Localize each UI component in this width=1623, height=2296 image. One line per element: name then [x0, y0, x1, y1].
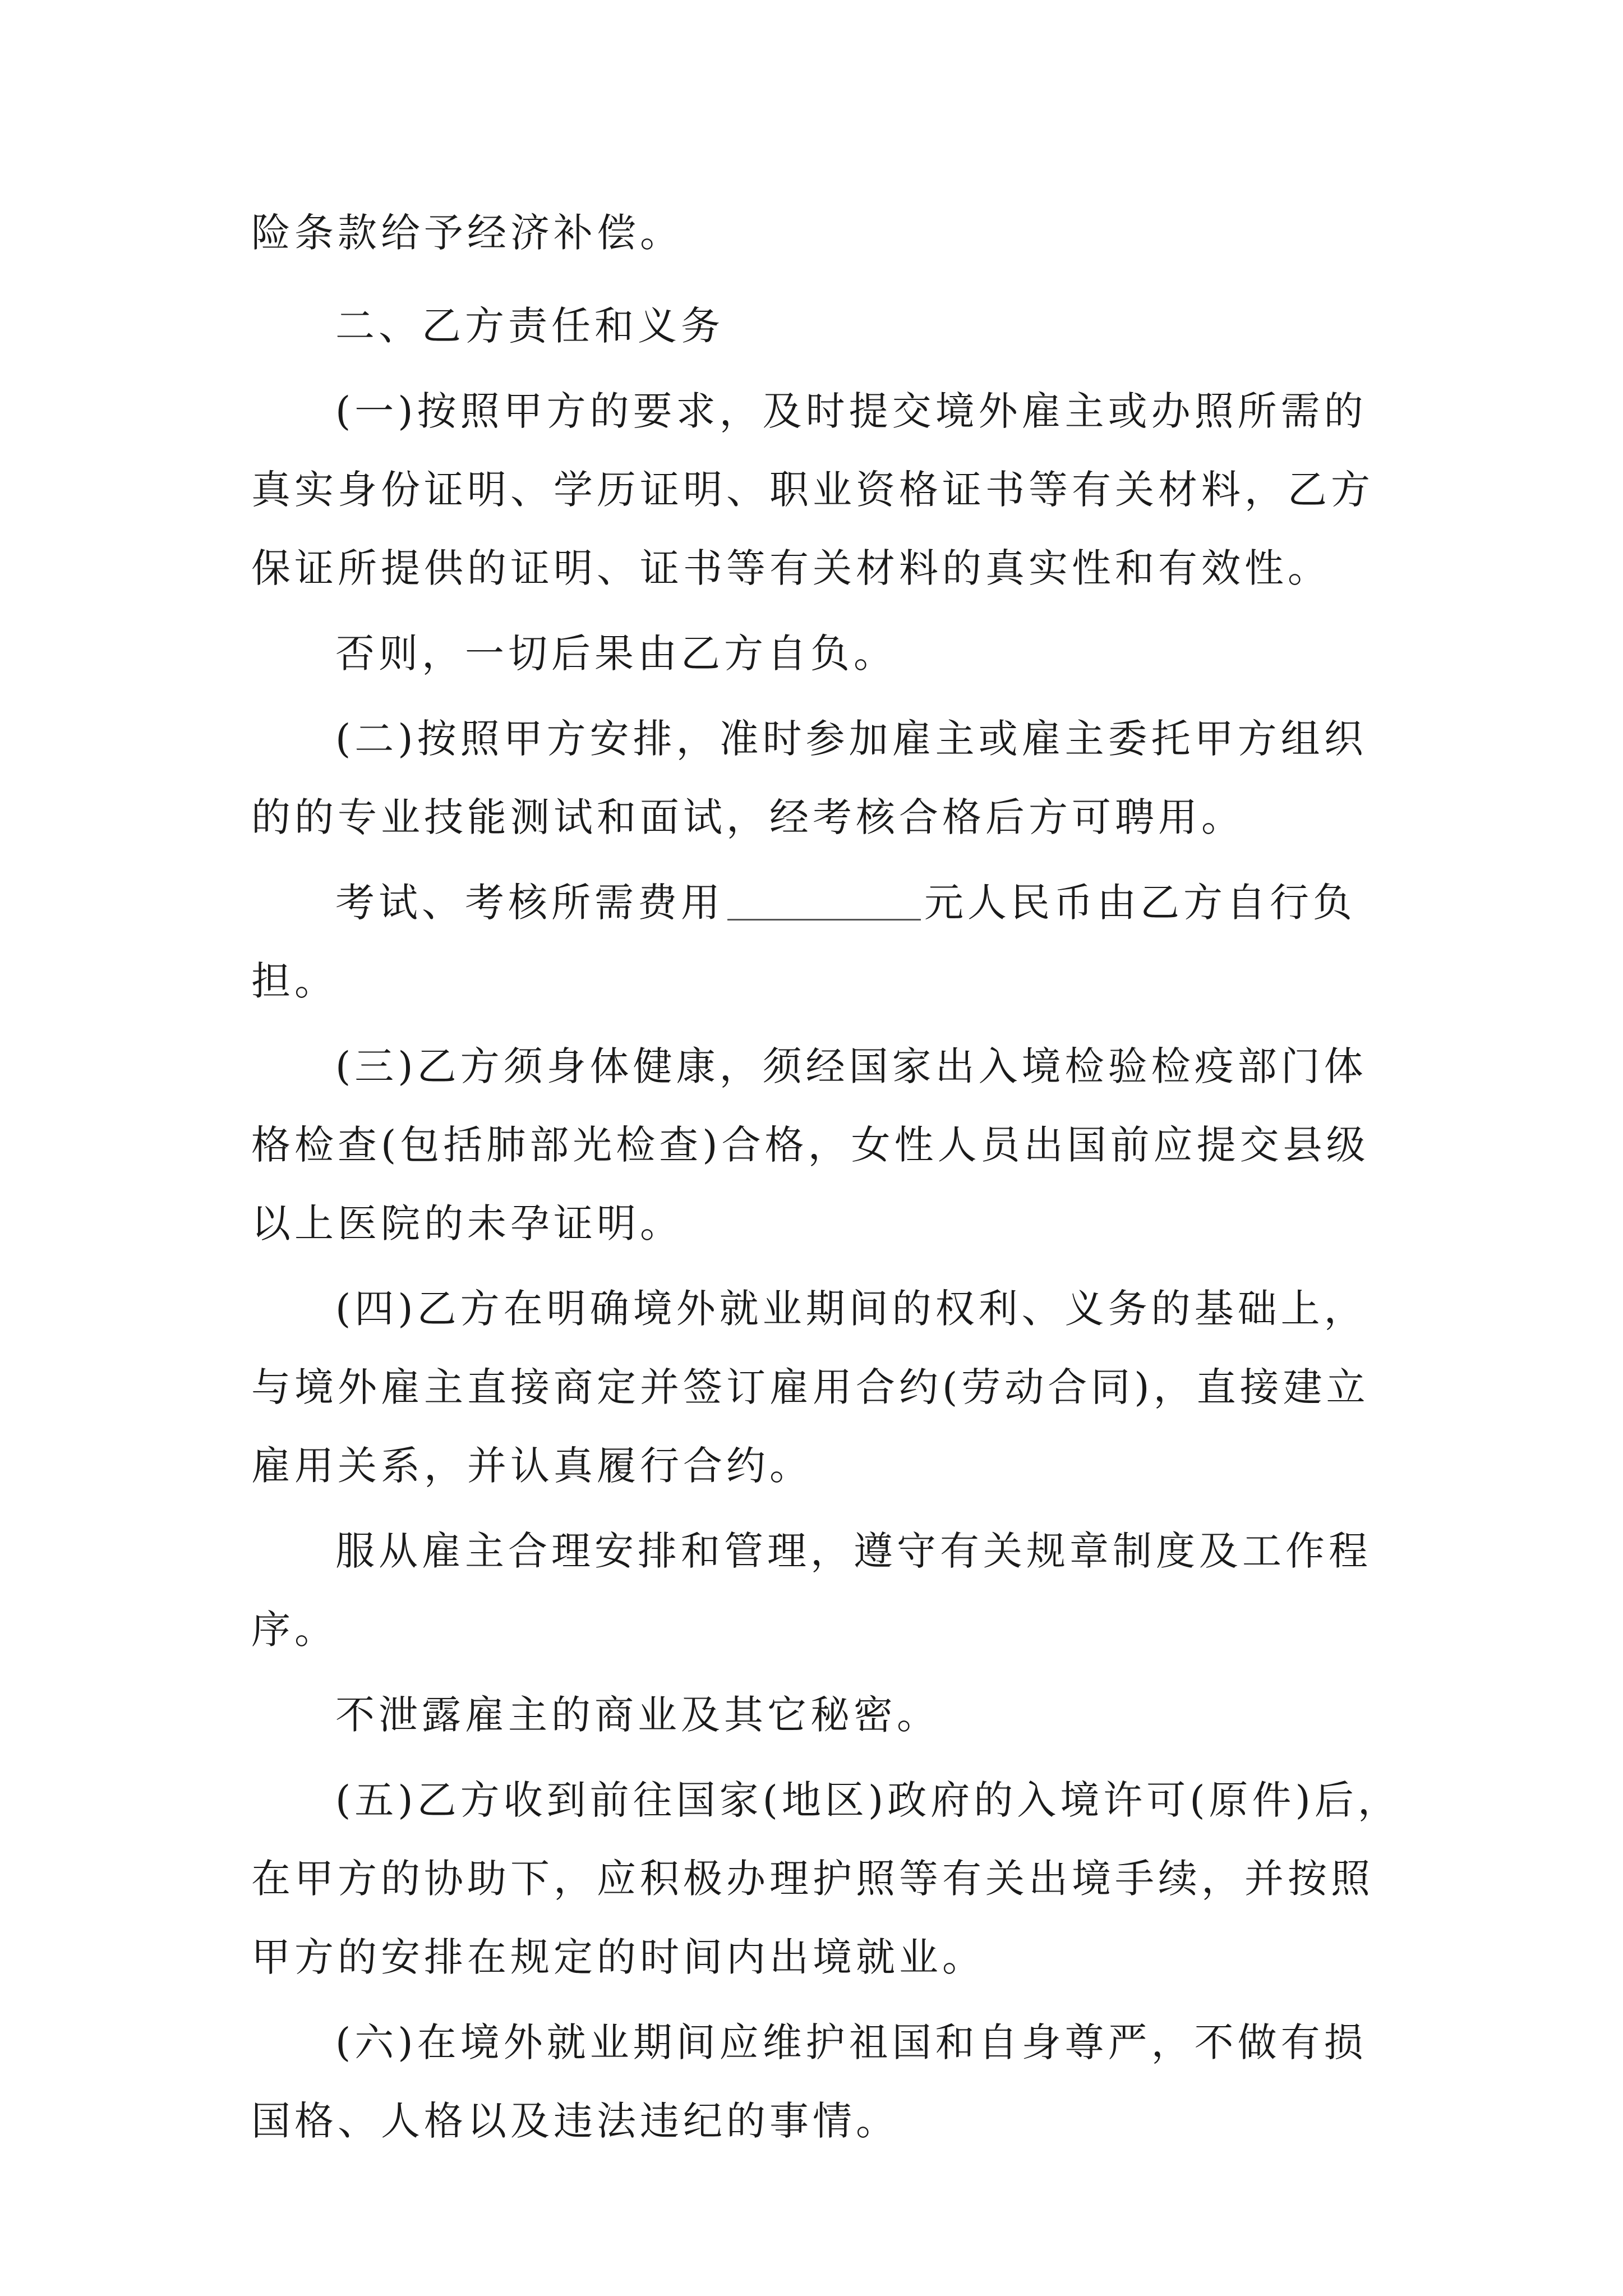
paragraph-line: (一)按照甲方的要求，及时提交境外雇主或办照所需的 — [335, 388, 1367, 434]
paragraph-line: 的的专业技能测试和面试，经考核合格后方可聘用。 — [251, 794, 1244, 840]
paragraph-line: 与境外雇主直接商定并签订雇用合约(劳动合同)，直接建立 — [251, 1364, 1370, 1410]
paragraph-line: 否则，一切后果由乙方自负。 — [335, 631, 897, 677]
paragraph-line: (五)乙方收到前往国家(地区)政府的入境许可(原件)后， — [335, 1777, 1401, 1823]
paragraph-line: 序。 — [251, 1607, 338, 1653]
fee-line — [335, 875, 1356, 931]
paragraph-line: 雇用关系，并认真履行合约。 — [251, 1443, 813, 1489]
paragraph-line: 担。 — [251, 958, 338, 1004]
paragraph-line: (四)乙方在明确境外就业期间的权利、义务的基础上， — [335, 1286, 1367, 1332]
paragraph-line: (三)乙方须身体健康，须经国家出入境检验检疫部门体 — [335, 1043, 1367, 1089]
paragraph-line: (六)在境外就业期间应维护祖国和自身尊严，不做有损 — [335, 2019, 1367, 2065]
paragraph-line: 以上医院的未孕证明。 — [251, 1200, 683, 1246]
paragraph-line: 格检查(包括肺部光检查)合格，女性人员出国前应提交县级 — [251, 1122, 1370, 1168]
paragraph-line: 国格、人格以及违法违纪的事情。 — [251, 2098, 899, 2144]
paragraph-line: 不泄露雇主的商业及其它秘密。 — [335, 1692, 940, 1738]
section-heading: 二、乙方责任和义务 — [335, 303, 724, 349]
fee-amount-blank — [727, 885, 921, 921]
paragraph-line: 险条款给予经济补偿。 — [251, 210, 683, 256]
paragraph-line: 保证所提供的证明、证书等有关材料的真实性和有效性。 — [251, 545, 1331, 591]
paragraph-line: 在甲方的协助下，应积极办理护照等有关出境手续，并按照 — [251, 1856, 1374, 1902]
paragraph-line: 甲方的安排在规定的时间内出境就业。 — [251, 1934, 985, 1980]
fee-text-before: 考试、考核所需费用 — [335, 880, 724, 926]
paragraph-line: (二)按照甲方安排，准时参加雇主或雇主委托甲方组织 — [335, 716, 1367, 762]
fee-text-after: 元人民币由乙方自行负 — [924, 880, 1356, 926]
paragraph-line: 服从雇主合理安排和管理，遵守有关规章制度及工作程 — [335, 1528, 1372, 1574]
paragraph-line: 真实身份证明、学历证明、职业资格证书等有关材料，乙方 — [251, 467, 1374, 513]
